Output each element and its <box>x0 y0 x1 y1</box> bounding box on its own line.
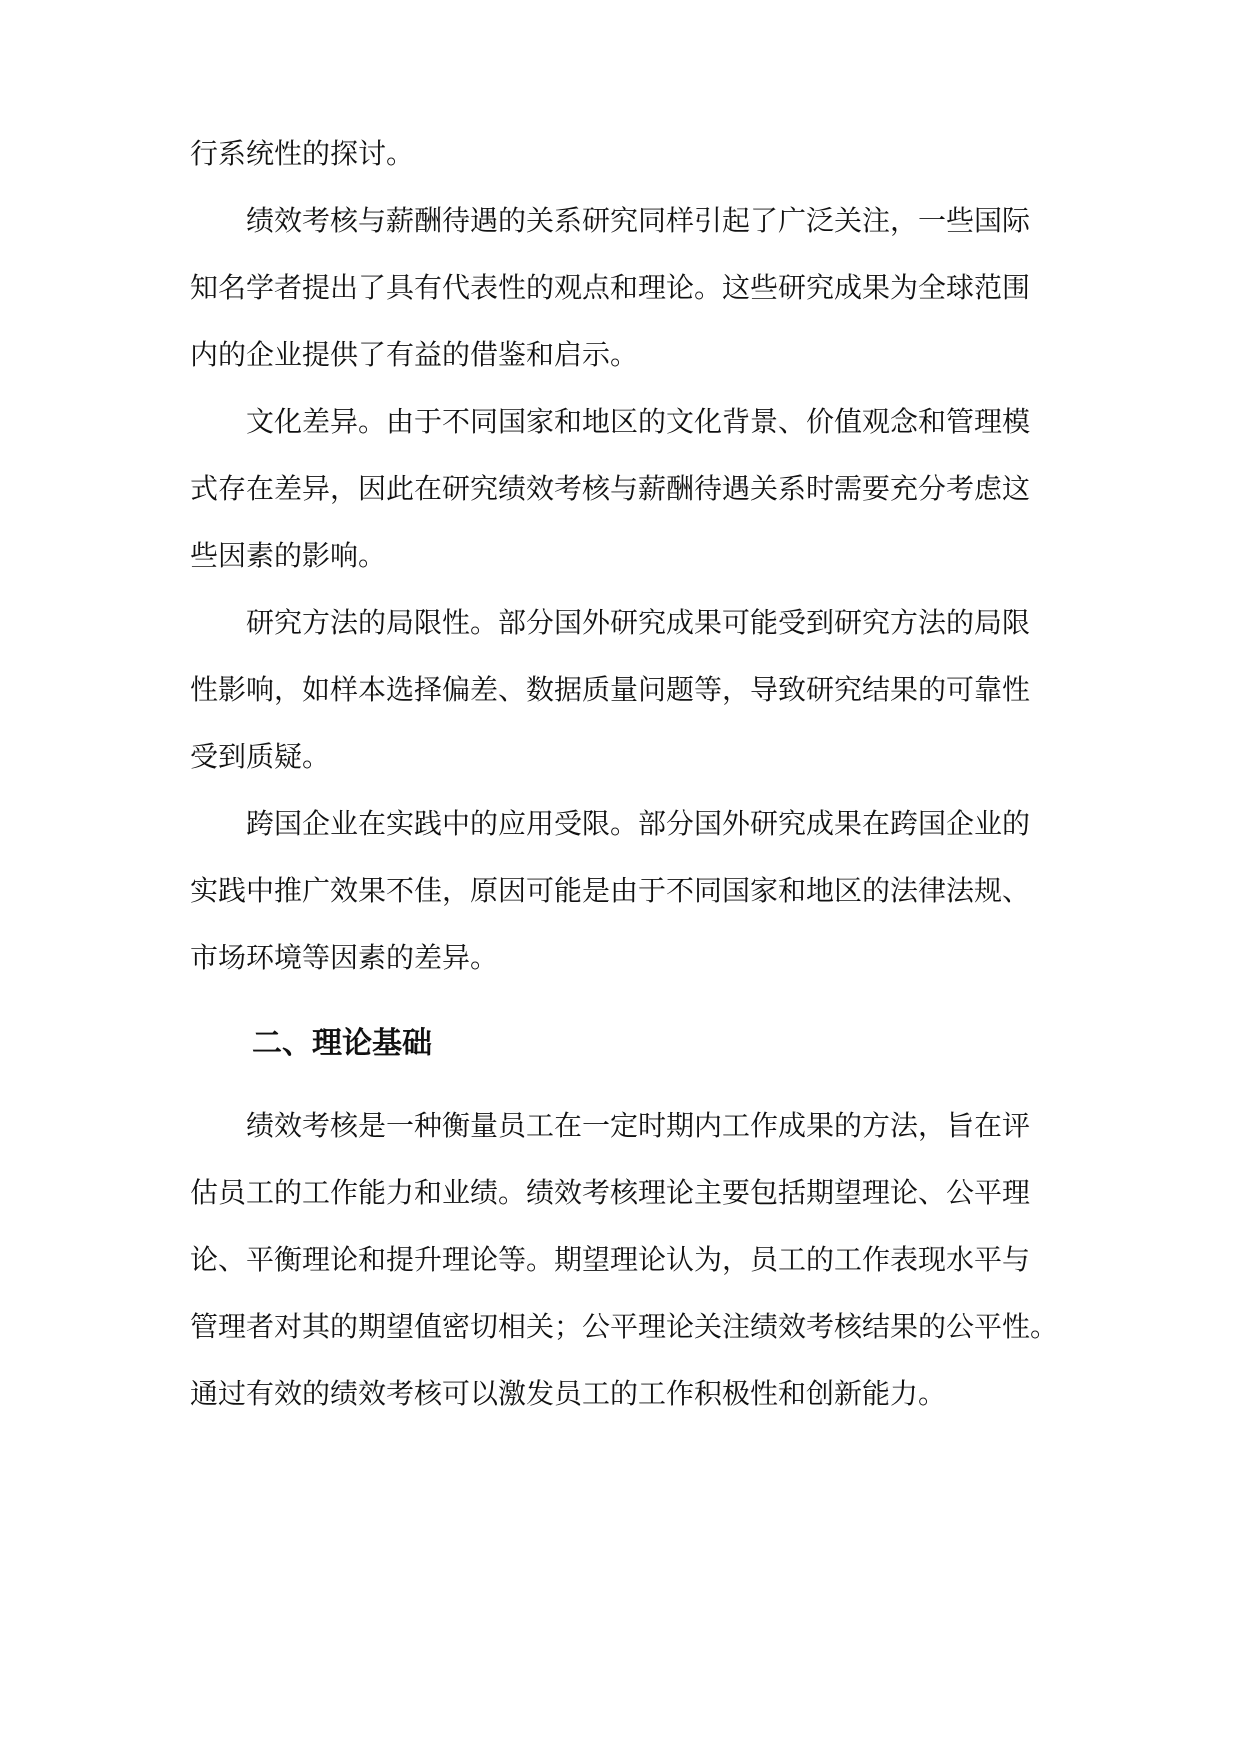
paragraph-line: 通过有效的绩效考核可以激发员工的工作积极性和创新能力。 <box>190 1377 947 1410</box>
paragraph-line: 管理者对其的期望值密切相关；公平理论关注绩效考核结果的公平性。 <box>190 1310 1059 1343</box>
paragraph-line: 内的企业提供了有益的借鉴和启示。 <box>190 338 639 371</box>
paragraph-line: 性影响，如样本选择偏差、数据质量问题等，导致研究结果的可靠性 <box>190 673 1031 706</box>
paragraph-line: 式存在差异，因此在研究绩效考核与薪酬待遇关系时需要充分考虑这 <box>190 472 1031 505</box>
paragraph-line: 文化差异。由于不同国家和地区的文化背景、价值观念和管理模 <box>246 405 1031 438</box>
paragraph-line: 行系统性的探讨。 <box>190 137 415 170</box>
paragraph-line: 研究方法的局限性。部分国外研究成果可能受到研究方法的局限 <box>246 606 1031 639</box>
paragraph-line: 市场环境等因素的差异。 <box>190 941 499 974</box>
paragraph-line: 绩效考核与薪酬待遇的关系研究同样引起了广泛关注，一些国际 <box>246 204 1031 237</box>
paragraph-line: 论、平衡理论和提升理论等。期望理论认为，员工的工作表现水平与 <box>190 1243 1031 1276</box>
paragraph-line: 知名学者提出了具有代表性的观点和理论。这些研究成果为全球范围 <box>190 271 1031 304</box>
paragraph-line: 跨国企业在实践中的应用受限。部分国外研究成果在跨国企业的 <box>246 807 1031 840</box>
paragraph-line: 受到质疑。 <box>190 740 331 773</box>
paragraph-line: 绩效考核是一种衡量员工在一定时期内工作成果的方法，旨在评 <box>246 1109 1031 1142</box>
section-heading: 二、理论基础 <box>252 1026 432 1061</box>
paragraph-line: 实践中推广效果不佳，原因可能是由于不同国家和地区的法律法规、 <box>190 874 1031 907</box>
paragraph-line: 些因素的影响。 <box>190 539 387 572</box>
paragraph-line: 估员工的工作能力和业绩。绩效考核理论主要包括期望理论、公平理 <box>190 1176 1031 1209</box>
